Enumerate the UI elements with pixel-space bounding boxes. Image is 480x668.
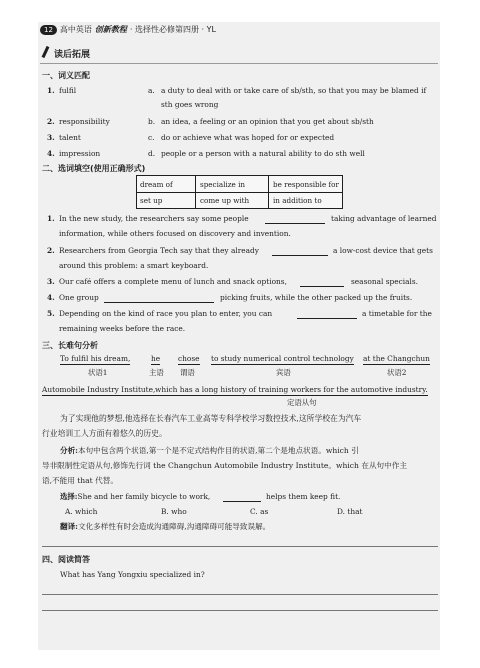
translation-text: 为了实现他的梦想,他选择在长春汽车工业高等专科学校学习数控技术,这所学校在为汽车 [60, 414, 362, 423]
sentence-text: Our café offers a complete menu of lunch and snack options, [59, 277, 287, 286]
definition: people or a person with a natural ability to do sth well [161, 149, 365, 158]
running-header [40, 24, 216, 35]
pen-icon [40, 46, 50, 60]
answer-blank[interactable] [104, 302, 214, 303]
sentence-text: Researchers from Georgia Tech say that they already [59, 246, 259, 255]
option-a[interactable]: A. which [65, 507, 98, 516]
choice-question: helps them keep fit. [266, 492, 341, 501]
series-mark: 创新教程 [94, 25, 127, 34]
choice-question: She and her family bicycle to work, [77, 492, 211, 501]
sentence-text: a low-cost device that gets [333, 246, 433, 255]
word-bank-item: dream of [140, 180, 173, 189]
running-subtitle: · 选择性必修第四册 · YL [129, 25, 216, 34]
sentence-text: picking fruits, while the other packed up the fruits. [220, 293, 413, 302]
answer-blank[interactable] [300, 286, 344, 287]
definition: do or achieve what was hoped for or expected [161, 133, 335, 142]
sentence-text: One group [59, 293, 99, 302]
option-c[interactable]: C. as [250, 507, 269, 516]
word-bank-item: specialize in [200, 180, 246, 189]
analysis-text: 本句中包含两个状语,第一个是不定式结构作目的状语,第二个是地点状语。which 引 [78, 446, 359, 455]
definition: a duty to deal with or take care of sb/sth, so that you may be blamed if [161, 86, 427, 95]
definition: an idea, a feeling or an opinion that you get about sb/sth [161, 117, 374, 126]
answer-blank[interactable] [265, 223, 325, 224]
word-bank-item: be responsible for [273, 180, 339, 189]
sentence-part: Automobile Industry Institute, [42, 385, 156, 394]
sentence-text: Depending on the kind of race you plan to enter, you can [59, 309, 273, 318]
answer-blank[interactable] [297, 318, 357, 319]
word-bank-item: set up [140, 196, 163, 205]
section-title: 读后拓展 [54, 49, 91, 60]
translation-text: 行业培训工人方面有着悠久的历史。 [42, 429, 167, 438]
running-title: 高中英语 [59, 25, 92, 34]
sentence-text: remaining weeks before the race. [59, 324, 186, 333]
match-word: impression [59, 149, 101, 158]
definition-continued: sth goes wrong [161, 100, 219, 109]
sentence-part: he [151, 354, 161, 363]
def-letter: d. [148, 149, 156, 158]
choice-line [60, 492, 210, 502]
translate-line [60, 522, 270, 532]
word-bank-item: come up with [200, 196, 250, 205]
match-word: responsibility [59, 117, 110, 126]
sentence-text: a timetable for the [362, 309, 432, 318]
item-number: 2. [47, 246, 55, 255]
option-b[interactable]: B. who [161, 507, 187, 516]
grammar-label: 状语2 [387, 368, 407, 377]
page-number: 12 [40, 25, 57, 35]
answer-line[interactable] [42, 546, 438, 547]
sentence-part: to study numerical control technology [211, 354, 354, 363]
item-number: 3. [47, 133, 55, 142]
item-number: 4. [47, 293, 55, 302]
answer-blank[interactable] [272, 255, 328, 256]
grammar-label: 谓语 [180, 368, 195, 377]
sentence-text: In the new study, the researchers say some people [59, 214, 249, 223]
option-d[interactable]: D. that [337, 507, 363, 516]
analysis-text: 语,不能用 that 代替。 [42, 476, 118, 485]
item-number: 3. [47, 277, 55, 286]
item-number: 1. [47, 86, 55, 95]
analysis-text: 导非限制性定语从句,修饰先行词 the Changchun Automobile Industry Institute。which 在从句中作主 [42, 461, 407, 470]
section-header [40, 46, 90, 60]
answer-blank[interactable] [223, 501, 261, 502]
item-number: 1. [47, 214, 55, 223]
item-number: 5. [47, 309, 55, 318]
heading-word-matching: 一、词义匹配 [42, 71, 90, 80]
word-bank [136, 175, 343, 209]
sentence-part: To fulfil his dream, [60, 354, 131, 363]
def-letter: b. [148, 117, 156, 126]
translate-label: 翻译: [60, 522, 78, 531]
answer-line[interactable] [42, 610, 438, 611]
grammar-label: 状语1 [88, 368, 108, 377]
grammar-label: 定语从句 [287, 398, 317, 407]
match-word: talent [59, 133, 81, 142]
analysis-line [60, 446, 359, 456]
heading-fill-blanks: 二、选词填空(使用正确形式) [42, 164, 146, 173]
sentence-text: taking advantage of learned [331, 214, 437, 223]
heading-reading-answer: 四、阅读简答 [42, 555, 90, 564]
sentence-part: at the Changchun [363, 354, 430, 363]
sentence-text: information, while others focused on discovery and invention. [59, 229, 291, 238]
word-bank-item: in addition to [273, 196, 322, 205]
answer-line[interactable] [42, 594, 438, 595]
def-letter: a. [148, 86, 155, 95]
heading-sentence-analysis: 三、长难句分析 [42, 341, 98, 350]
match-word: fulfil [59, 86, 77, 95]
sentence-text: seasonal specials. [351, 277, 419, 286]
def-letter: c. [148, 133, 155, 142]
sentence-text: around this problem: a smart keyboard. [59, 261, 209, 270]
item-number: 4. [47, 149, 55, 158]
reading-question: What has Yang Yongxiu specialized in? [60, 570, 205, 579]
section-rule [40, 63, 438, 64]
choice-label: 选择: [60, 492, 78, 501]
analysis-label: 分析: [60, 446, 78, 455]
grammar-label: 宾语 [276, 368, 291, 377]
item-number: 2. [47, 117, 55, 126]
translate-text: 文化多样性有时会造成沟通障碍,沟通障碍可能导致误解。 [78, 522, 271, 531]
sentence-part: which has a long history of training workers for the automotive industry. [155, 385, 428, 394]
grammar-label: 主语 [149, 368, 164, 377]
sentence-part: chose [178, 354, 200, 363]
